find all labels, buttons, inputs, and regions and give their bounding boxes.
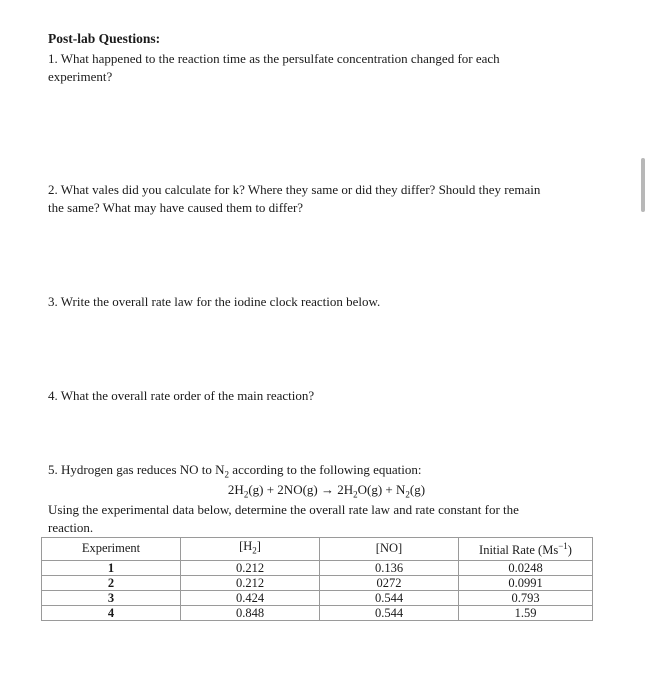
cell-rate: 0.793: [459, 590, 593, 605]
question-3: [48, 293, 593, 311]
header-experiment: Experiment: [42, 538, 181, 561]
experimental-data-table: [41, 537, 593, 621]
question-5-line1: 5. Hydrogen gas reduces NO to $N_2$ according to the following equation:: [48, 462, 422, 480]
header-h2: $[H_2]$: [181, 538, 320, 561]
question-2-line2: the same? What may have caused them to differ?: [48, 200, 304, 215]
question-5: [48, 461, 593, 484]
question-4-line1: 4. What the overall rate order of the main reaction?: [48, 388, 315, 403]
cell-h2: 0.848: [181, 605, 320, 620]
question-4: [48, 387, 593, 405]
table-row: [42, 560, 593, 575]
cell-no: 0.136: [320, 560, 459, 575]
cell-experiment: 1: [42, 560, 181, 575]
cell-no: 0.544: [320, 605, 459, 620]
question-2: [48, 181, 593, 217]
cell-no: 0272: [320, 575, 459, 590]
question-1: [48, 50, 593, 86]
cell-no: 0.544: [320, 590, 459, 605]
cell-rate: 0.0248: [459, 560, 593, 575]
question-1-line2: experiment?: [48, 69, 113, 84]
cell-rate: 1.59: [459, 605, 593, 620]
header-no: [NO]: [320, 538, 459, 561]
question-3-line1: 3. Write the overall rate law for the iodine clock reaction below.: [48, 294, 381, 309]
cell-experiment: 4: [42, 605, 181, 620]
question-5-line3: reaction.: [48, 520, 94, 535]
question-5-instructions: [48, 501, 593, 537]
page-title: Post-lab Questions:: [48, 31, 161, 46]
table-row: [42, 575, 593, 590]
header-initial-rate: Initial Rate $(Ms^{-1})$: [459, 538, 593, 561]
vertical-scrollbar[interactable]: [641, 158, 645, 212]
question-5-line2: Using the experimental data below, determine the overall rate law and rate constant for the: [48, 502, 519, 517]
question-1-line1: 1. What happened to the reaction time as the persulfate concentration changed for each: [48, 51, 500, 66]
cell-h2: 0.212: [181, 575, 320, 590]
table-row: [42, 590, 593, 605]
question-2-line1: 2. What vales did you calculate for k? Where they same or did they differ? Should they remain: [48, 182, 541, 197]
cell-h2: 0.424: [181, 590, 320, 605]
cell-experiment: 2: [42, 575, 181, 590]
cell-rate: 0.0991: [459, 575, 593, 590]
chemical-equation: $2H_2(g) + 2NO(g) \to 2H_2O(g) + N_2(g)$: [227, 482, 426, 500]
table-row: [42, 605, 593, 620]
cell-experiment: 3: [42, 590, 181, 605]
cell-h2: 0.212: [181, 560, 320, 575]
table-header-row: [42, 538, 593, 561]
